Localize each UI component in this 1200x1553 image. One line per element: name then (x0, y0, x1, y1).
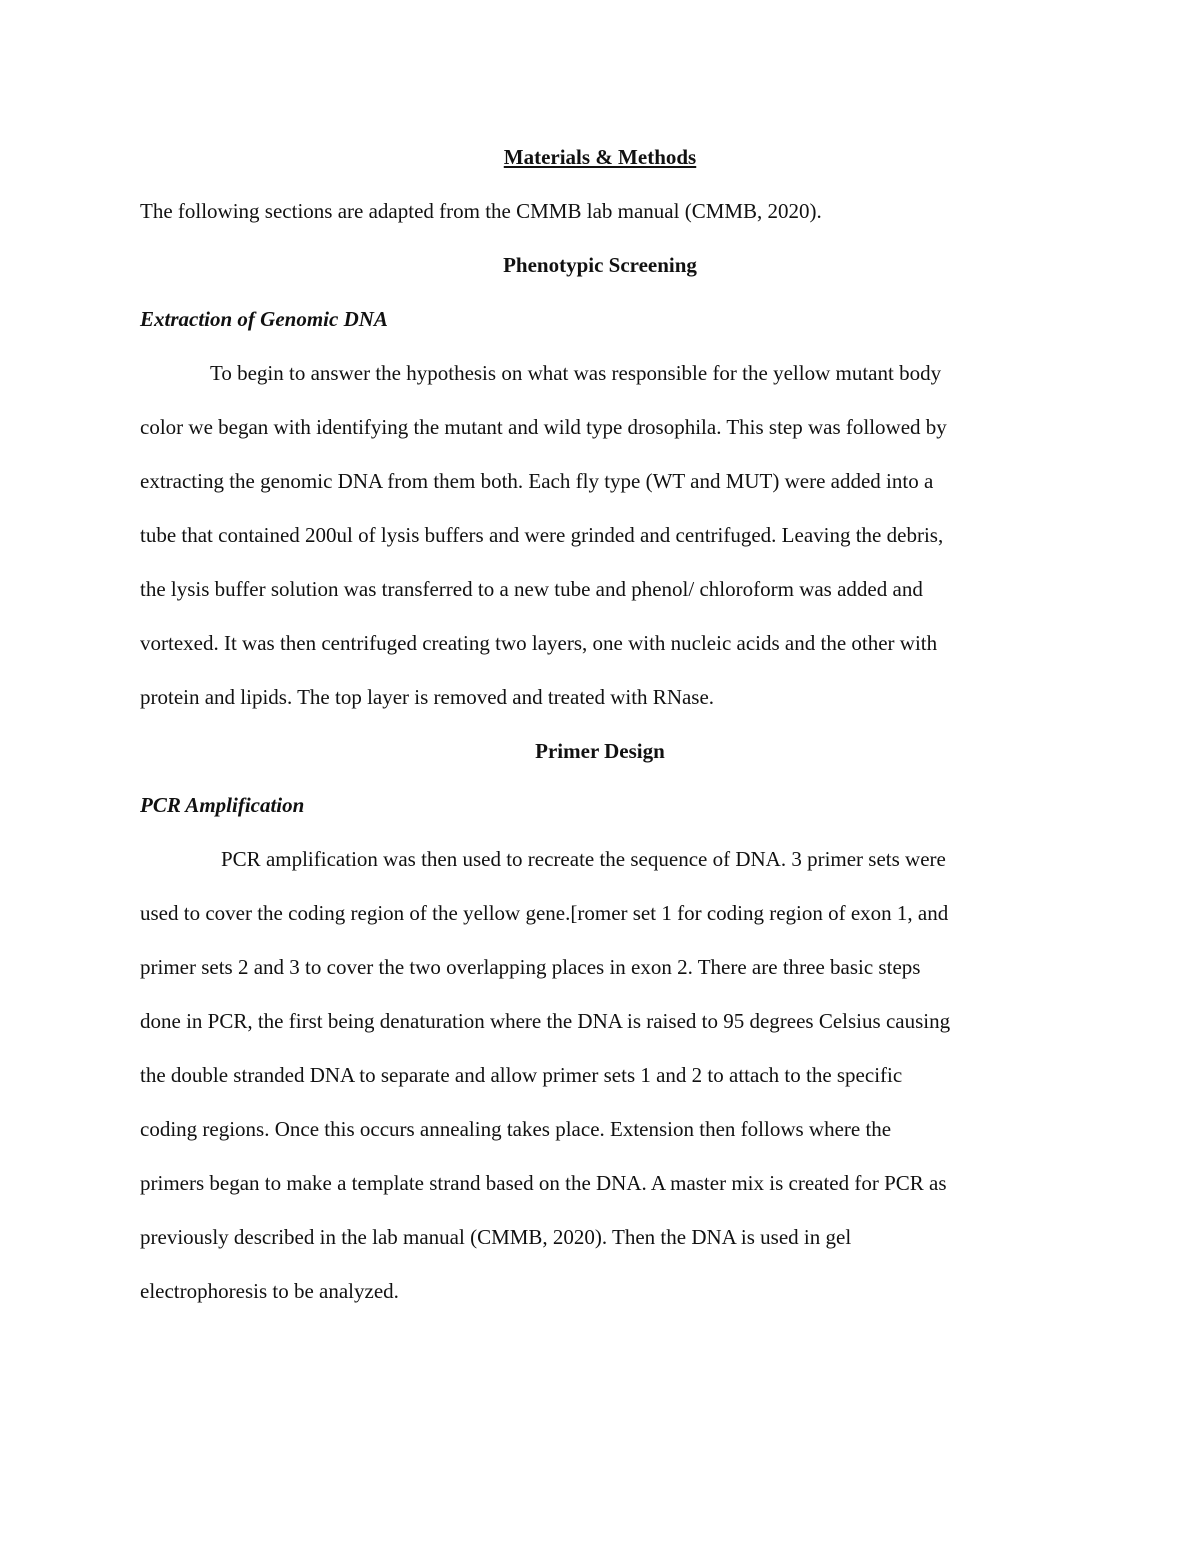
paragraph-line: done in PCR, the first being denaturation where the DNA is raised to 95 degrees Celsius causing (140, 1009, 951, 1033)
paragraph-line: previously described in the lab manual (CMMB, 2020). Then the DNA is used in gel (140, 1225, 852, 1249)
document-title: Materials & Methods (503, 145, 697, 169)
paragraph-line: the lysis buffer solution was transferred to a new tube and phenol/ chloroform was added and (140, 577, 923, 601)
intro-paragraph: The following sections are adapted from the CMMB lab manual (CMMB, 2020). (140, 199, 822, 223)
paragraph-line: tube that contained 200ul of lysis buffers and were grinded and centrifuged. Leaving the debris, (140, 523, 944, 547)
section-heading-phenotypic-screening: Phenotypic Screening (503, 253, 697, 277)
paragraph-line: color we began with identifying the mutant and wild type drosophila. This step was followed by (140, 415, 947, 439)
paragraph-line: PCR amplification was then used to recreate the sequence of DNA. 3 primer sets were (221, 847, 946, 871)
paragraph-line: the double stranded DNA to separate and allow primer sets 1 and 2 to attach to the specific (140, 1063, 903, 1087)
paragraph-line: primer sets 2 and 3 to cover the two overlapping places in exon 2. There are three basic steps (140, 955, 921, 979)
subheading-pcr-amplification: PCR Amplification (140, 793, 305, 817)
paragraph-line: electrophoresis to be analyzed. (140, 1279, 399, 1303)
subheading-extraction-of-genomic-dna: Extraction of Genomic DNA (140, 307, 388, 331)
paragraph-line: primers began to make a template strand based on the DNA. A master mix is created for PCR as (140, 1171, 947, 1195)
paragraph-line: used to cover the coding region of the yellow gene.[romer set 1 for coding region of exon 1, and (140, 901, 949, 925)
section-heading-primer-design: Primer Design (535, 739, 665, 763)
paragraph-line: coding regions. Once this occurs annealing takes place. Extension then follows where the (140, 1117, 892, 1141)
paragraph-line: vortexed. It was then centrifuged creating two layers, one with nucleic acids and the other with (140, 631, 938, 655)
paragraph-line: extracting the genomic DNA from them both. Each fly type (WT and MUT) were added into a (140, 469, 934, 493)
paragraph-line: protein and lipids. The top layer is removed and treated with RNase. (140, 685, 715, 709)
paragraph-line: To begin to answer the hypothesis on what was responsible for the yellow mutant body (210, 361, 942, 385)
